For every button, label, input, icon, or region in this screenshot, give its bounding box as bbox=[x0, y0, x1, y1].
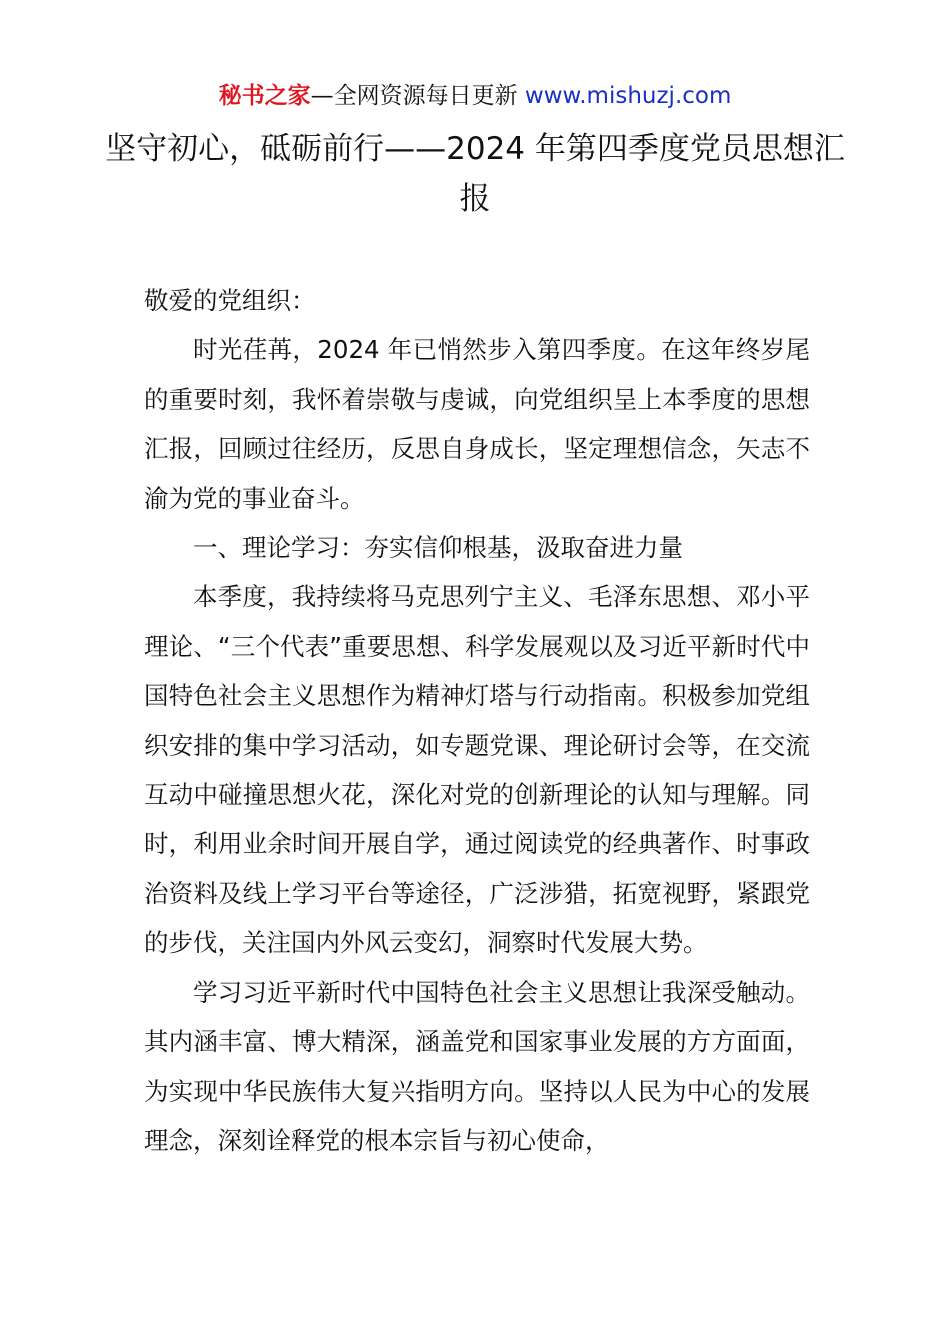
site-brand: 秘书之家 bbox=[218, 83, 311, 109]
document-title: 坚守初心，砥砺前行——2024 年第四季度党员思想汇报 bbox=[105, 131, 845, 217]
site-header bbox=[0, 80, 950, 112]
paragraph-intro: 时光荏苒，2024 年已悄然步入第四季度。在这年终岁尾的重要时刻，我怀着崇敬与虔诚，向党组织呈上本季度的思想汇报，回顾过往经历，反思自身成长，坚定理想信念，矢志不渝为党的事业奋斗。 bbox=[144, 335, 810, 513]
site-tagline: —全网资源每日更新 bbox=[310, 83, 525, 109]
site-url-link[interactable]: www.mishuzj.com bbox=[524, 83, 732, 109]
salutation: 敬爱的党组织： bbox=[144, 286, 316, 315]
document-body bbox=[144, 276, 810, 1165]
section-heading: 一、理论学习：夯实信仰根基，汲取奋进力量 bbox=[193, 533, 683, 563]
paragraph-study: 本季度，我持续将马克思列宁主义、毛泽东思想、邓小平理论、“三个代表”重要思想、科学发展观以及习近平新时代中国特色社会主义思想作为精神灯塔与行动指南。积极参加党组织安排的集中学习活动，如专题党课、理论研讨会等，在交流互动中碰撞思想火花，深化对党的创新理论的认知与理解。同时，利用业余时间开展自学，通过阅读党的经典著作、时事政治资料及线上学习平台等途径，广泛涉猎，拓宽视野，紧跟党的步伐，关注国内外风云变幻，洞察时代发展大势。 bbox=[144, 582, 810, 958]
paragraph-reflection: 学习习近平新时代中国特色社会主义思想让我深受触动。其内涵丰富、博大精深，涵盖党和国家事业发展的方方面面，为实现中华民族伟大复兴指明方向。坚持以人民为中心的发展理念，深刻诠释党的根本宗旨与初心使命， bbox=[144, 977, 810, 1155]
